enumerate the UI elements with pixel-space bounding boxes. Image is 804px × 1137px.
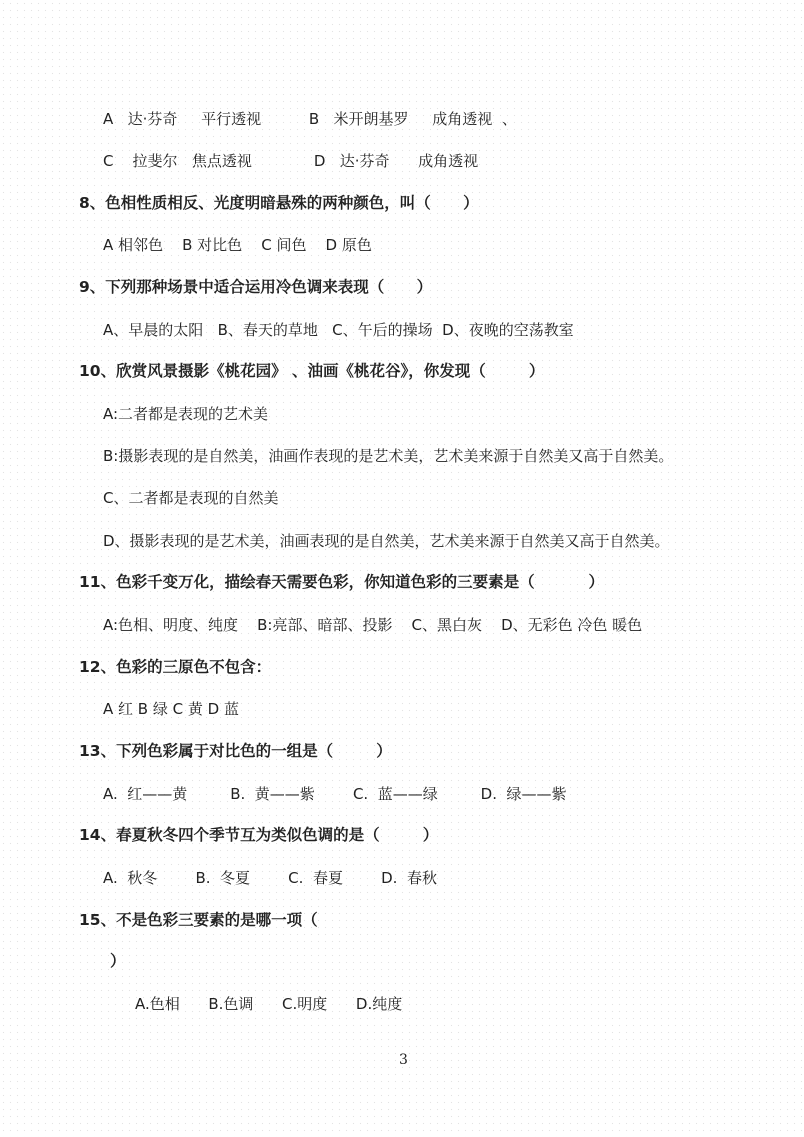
question-9: 9、下列那种场景中适合运用冷色调来表现（ ） (79, 278, 433, 296)
q10-option-c: C、二者都是表现的自然美 (103, 489, 279, 507)
q10-option-b: B:摄影表现的是自然美，油画作表现的是艺术美，艺术美来源于自然美又高于自然美。 (103, 447, 674, 465)
question-8: 8、色相性质相反、光度明暗悬殊的两种颜色，叫（ ） (79, 194, 479, 212)
question-15-bracket: ） (110, 952, 126, 970)
q10-option-d: D、摄影表现的是艺术美，油画表现的是自然美，艺术美来源于自然美又高于自然美。 (103, 532, 670, 550)
q7-options-row-1: A 达·芬奇 平行透视 B 米开朗基罗 成角透视 、 (103, 110, 517, 128)
q12-options: A 红 B 绿 C 黄 D 蓝 (103, 700, 239, 718)
question-14: 14、春夏秋冬四个季节互为类似色调的是（ ） (79, 826, 439, 844)
question-12: 12、色彩的三原色不包含： (79, 658, 272, 676)
question-13: 13、下列色彩属于对比色的一组是（ ） (79, 742, 392, 760)
question-15: 15、不是色彩三要素的是哪一项（ (79, 911, 318, 929)
q15-options: A.色相 B.色调 C.明度 D.纯度 (135, 995, 403, 1013)
q9-options: A、早晨的太阳 B、春天的草地 C、午后的操场 D、夜晚的空荡教室 (103, 321, 574, 339)
q7-options-row-2: C 拉斐尔 焦点透视 D 达·芬奇 成角透视 (103, 152, 479, 170)
question-10: 10、欣赏风景摄影《桃花园》 、油画《桃花谷》，你发现（ ） (79, 362, 545, 380)
q14-options: A. 秋冬 B. 冬夏 C. 春夏 D. 春秋 (103, 869, 437, 887)
question-11: 11、色彩千变万化，描绘春天需要色彩，你知道色彩的三要素是（ ） (79, 573, 605, 591)
q13-options: A. 红——黄 B. 黄——紫 C. 蓝——绿 D. 绿——紫 (103, 785, 567, 803)
page-number: 3 (399, 1052, 408, 1068)
q8-options: A 相邻色 B 对比色 C 间色 D 原色 (103, 236, 372, 254)
q11-options: A:色相、明度、纯度 B:亮部、暗部、投影 C、黑白灰 D、无彩色 冷色 暖色 (103, 616, 643, 634)
q10-option-a: A:二者都是表现的艺术美 (103, 405, 269, 423)
